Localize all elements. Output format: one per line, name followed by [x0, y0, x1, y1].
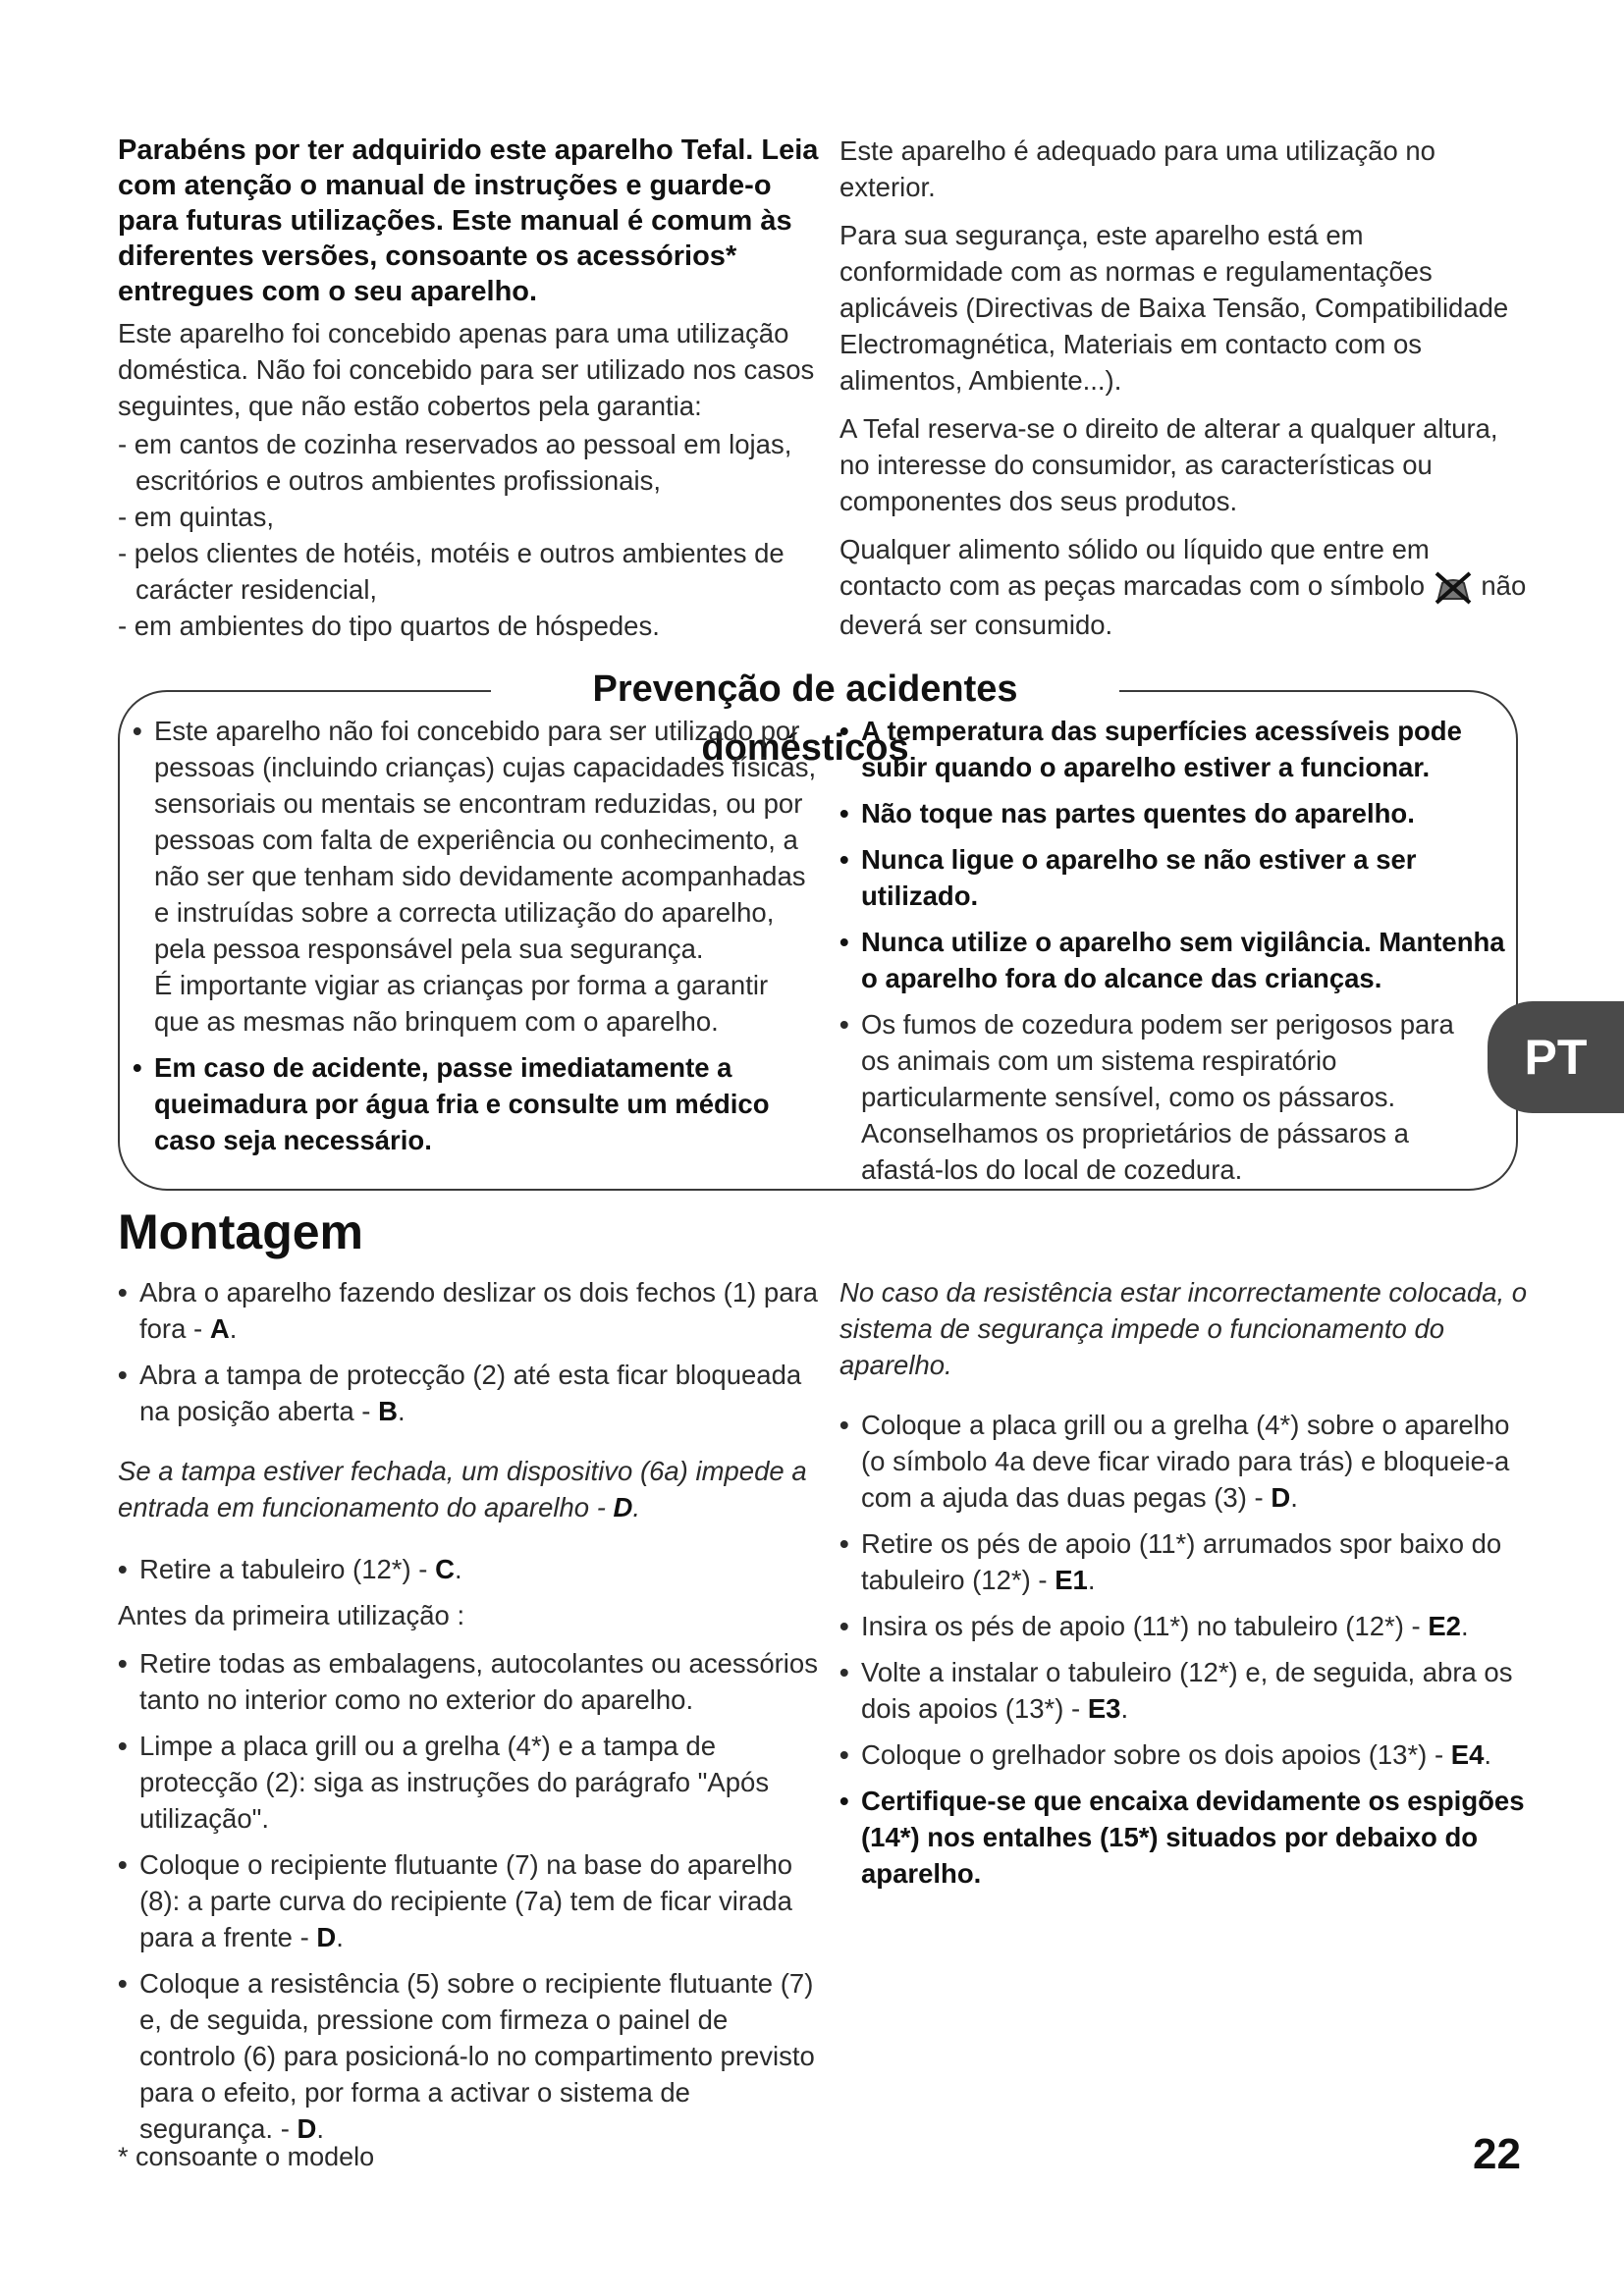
- safety-warning: • Nunca utilize o aparelho sem vigilância. Mantenha o aparelho fora do alcance das crianças.: [839, 924, 1527, 996]
- outdoor-use-text: Este aparelho é adequado para uma utilização no exterior.: [839, 135, 1435, 202]
- figure-ref: A: [209, 1313, 230, 1344]
- step-item: • Coloque o grelhador sobre os dois apoios (13*) - E4.: [839, 1736, 1532, 1773]
- montagem-left-column: [118, 1274, 825, 2157]
- intro-paragraph: Este aparelho foi concebido apenas para uma utilização doméstica. Não foi concebido para ser utilizado nos casos seguintes, que não estão cobertos pela garantia:: [118, 318, 815, 421]
- footnote: * consoante o modelo: [118, 2142, 375, 2171]
- safety-item: [133, 713, 820, 1040]
- safety-item-accident: [133, 1049, 820, 1158]
- italic-note: Se a tampa estiver fechada, um dispositivo (6a) impede a entrada em funcionamento do aparelho - D.: [118, 1456, 807, 1522]
- food-contact-text: [839, 531, 1532, 643]
- section-heading: Montagem: [118, 1204, 363, 1259]
- step-text: Coloque o grelhador sobre os dois apoios (13*) -: [861, 1739, 1451, 1770]
- safety-title: Prevenção de acidentes domésticos: [491, 660, 1119, 777]
- language-tab: PT: [1488, 1001, 1624, 1113]
- no-food-contact-icon: [1433, 569, 1474, 607]
- safety-item-text-b: É importante vigiar as crianças por forma a garantir que as mesmas não brinquem com o aparelho.: [154, 970, 769, 1037]
- step-text: Coloque o recipiente flutuante (7) na base do aparelho (8): a parte curva do recipiente (7a) tem de ficar virada para a frente -: [139, 1849, 793, 1952]
- figure-ref: C: [435, 1554, 455, 1584]
- dash-item: - em ambientes do tipo quartos de hóspedes.: [118, 611, 660, 641]
- safety-item-text: Este aparelho não foi concebido para ser utilizado por pessoas (incluindo crianças) cujas capacidades físicas, sensoriais ou mentais se encontram reduzidas, ou por pessoas com falta de experiência ou conhecimento, a não ser que tenham sido devidamente acompanhadas e instruídas sobre a correcta utilização do aparelho, pela pessoa responsável pela sua segurança.: [154, 716, 817, 964]
- step-item: • Retire os pés de apoio (11*) arrumados spor baixo do tabuleiro (12*) - E1.: [839, 1525, 1532, 1598]
- step-text: Retire a tabuleiro (12*) -: [139, 1554, 436, 1584]
- step-text: Retire os pés de apoio (11*) arrumados spor baixo do tabuleiro (12*) -: [861, 1528, 1502, 1595]
- figure-ref: D: [613, 1492, 633, 1522]
- step-item: • Coloque a placa grill ou a grelha (4*) sobre o aparelho (o símbolo 4a deve ficar virado para trás) e bloqueie-a com a ajuda das duas pegas (3) - D.: [839, 1407, 1532, 1516]
- italic-note: No caso da resistência estar incorrectamente colocada, o sistema de segurança impede o funcionamento do aparelho.: [839, 1277, 1528, 1380]
- dash-item: - em quintas,: [118, 502, 274, 532]
- step-item: • Limpe a placa grill ou a grelha (4*) e a tampa de protecção (2): siga as instruções do parágrafo "Após utilização".: [118, 1728, 825, 1837]
- page-number: 22: [1473, 2130, 1521, 2178]
- step-item: • Coloque a resistência (5) sobre o recipiente flutuante (7) e, de seguida, pressione com firmeza o painel de controlo (6) para posicioná-lo no compartimento previsto para o efeito, por forma a activar o sistema de segurança. - D.: [118, 1965, 825, 2147]
- figure-ref: D: [316, 1922, 337, 1952]
- figure-ref: E2: [1428, 1611, 1461, 1641]
- step-item: • Retire todas as embalagens, autocolantes ou acessórios tanto no interior como no exterior do aparelho.: [118, 1645, 825, 1718]
- figure-ref: E3: [1087, 1693, 1121, 1724]
- intro-left-column: [118, 133, 825, 644]
- figure-ref: E1: [1055, 1565, 1088, 1595]
- step-item: • Retire a tabuleiro (12*) - C.: [118, 1551, 825, 1587]
- intro-right-column: [839, 133, 1532, 655]
- safety-left-column: [133, 713, 820, 1168]
- step-text: Insira os pés de apoio (11*) no tabuleiro (12*) -: [861, 1611, 1429, 1641]
- tefal-rights-text: A Tefal reserva-se o direito de alterar a qualquer altura, no interesse do consumidor, as características ou componentes dos seus produtos.: [839, 413, 1498, 516]
- step-item: • Insira os pés de apoio (11*) no tabuleiro (12*) - E2.: [839, 1608, 1532, 1644]
- step-text: Volte a instalar o tabuleiro (12*) e, de seguida, abra os dois apoios (13*) -: [861, 1657, 1513, 1724]
- step-text: Coloque a resistência (5) sobre o recipiente flutuante (7) e, de seguida, pressione com firmeza o painel de controlo (6) para posicioná-lo no compartimento previsto para o efeito, por forma a activar o sistema de segurança. -: [139, 1968, 815, 2144]
- step-text: Abra o aparelho fazendo deslizar os dois fechos (1) para fora -: [139, 1277, 818, 1344]
- safety-fumes-item: • Os fumos de cozedura podem ser perigosos para os animais com um sistema respiratório particularmente sensível, como os pássaros. Aconselhamos os proprietários de pássaros a afastá-los do local de cozedura.: [839, 1006, 1458, 1188]
- food-contact-text-a: Qualquer alimento sólido ou líquido que entre em contacto com as peças marcadas com o símbolo: [839, 534, 1430, 601]
- safety-item-text: Em caso de acidente, passe imediatamente a queimadura por água fria e consulte um médico caso seja necessário.: [154, 1052, 770, 1155]
- step-item: • Coloque o recipiente flutuante (7) na base do aparelho (8): a parte curva do recipiente (7a) tem de ficar virada para a frente - D.: [118, 1846, 825, 1955]
- step-text: Coloque a placa grill ou a grelha (4*) sobre o aparelho (o símbolo 4a deve ficar virado para trás) e bloqueie-a com a ajuda das duas pegas (3) -: [861, 1410, 1510, 1513]
- figure-ref: D: [297, 2113, 317, 2144]
- dash-item: - pelos clientes de hotéis, motéis e outros ambientes de carácter residencial,: [118, 538, 785, 605]
- step-item: • Abra o aparelho fazendo deslizar os dois fechos (1) para fora - A.: [118, 1274, 825, 1347]
- step-item: • Volte a instalar o tabuleiro (12*) e, de seguida, abra os dois apoios (13*) - E3.: [839, 1654, 1532, 1727]
- safety-warning: • A temperatura das superfícies acessíveis pode subir quando o aparelho estiver a funcionar.: [839, 713, 1527, 785]
- figure-ref: B: [378, 1396, 398, 1426]
- intro-bold-text: Parabéns por ter adquirido este aparelho Tefal. Leia com atenção o manual de instruções e guarde-o para futuras utilizações. Este manual é comum às diferentes versões, consoante os acessórios* entregues com o seu aparelho.: [118, 134, 819, 307]
- step-text: Abra a tampa de protecção (2) até esta ficar bloqueada na posição aberta -: [139, 1360, 802, 1426]
- montagem-right-column: [839, 1274, 1532, 1901]
- step-item-important: • Certifique-se que encaixa devidamente os espigões (14*) nos entalhes (15*) situados por debaixo do aparelho.: [839, 1783, 1532, 1892]
- food-contact-text-b: não deverá ser consumido.: [839, 570, 1527, 640]
- safety-right-column: [839, 713, 1527, 1198]
- figure-ref: D: [1271, 1482, 1291, 1513]
- safety-warning: • Não toque nas partes quentes do aparelho.: [839, 795, 1527, 831]
- step-item: • Abra a tampa de protecção (2) até esta ficar bloqueada na posição aberta - B.: [118, 1357, 825, 1429]
- first-use-label: Antes da primeira utilização :: [118, 1600, 465, 1630]
- figure-ref: E4: [1450, 1739, 1485, 1770]
- note-text: Se a tampa estiver fechada, um dispositivo (6a) impede a entrada em funcionamento do aparelho -: [118, 1456, 807, 1522]
- dash-item: - em cantos de cozinha reservados ao pessoal em lojas, escritórios e outros ambientes profissionais,: [118, 429, 792, 496]
- safety-warning: • Nunca ligue o aparelho se não estiver a ser utilizado.: [839, 841, 1527, 914]
- conformity-text: Para sua segurança, este aparelho está em conformidade com as normas e regulamentações aplicáveis (Directivas de Baixa Tensão, Compatibilidade Electromagnética, Materiais em contacto com os alimentos, Ambiente...).: [839, 220, 1509, 396]
